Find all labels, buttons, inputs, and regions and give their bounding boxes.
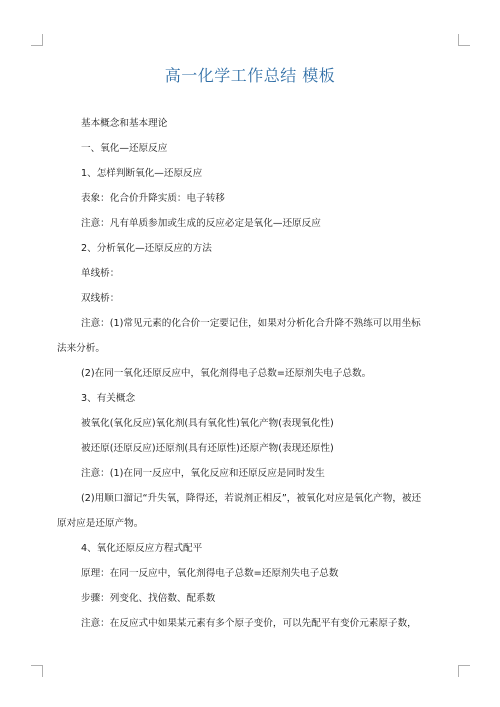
document-body: [57, 118, 449, 643]
paragraph: 步骤：列变化、找倍数、配系数: [81, 593, 216, 604]
paragraph-line: (2)用顺口溜记“升失氧，降得还，若说剂正相反”，被氧化对应是氧化产物，被还: [81, 493, 422, 504]
paragraph: 双线桥：: [81, 293, 120, 304]
crop-mark-bottom-right: [458, 665, 470, 677]
crop-mark-top-left: [31, 34, 43, 46]
crop-mark-bottom-left: [31, 665, 43, 677]
paragraph: [33, 318, 449, 355]
paragraph: [33, 493, 449, 530]
paragraph: 4、氧化还原反应方程式配平: [81, 543, 203, 554]
paragraph: (2)在同一氧化还原反应中，氧化剂得电子总数=还原剂失电子总数。: [81, 368, 372, 379]
paragraph-line: 法来分析。: [57, 343, 105, 354]
paragraph-line: 注意：(1)常见元素的化合价一定要记住，如果对分析化合升降不熟练可以用坐标: [81, 318, 421, 329]
paragraph: 注意：在反应式中如果某元素有多个原子变价，可以先配平有变价元素原子数，: [81, 618, 417, 629]
paragraph: 注意：(1)在同一反应中，氧化反应和还原反应是同时发生: [81, 468, 325, 479]
paragraph: 一、氧化—还原反应: [81, 143, 168, 154]
paragraph: 注意：凡有单质参加或生成的反应必定是氧化—还原反应: [81, 218, 321, 229]
paragraph: 被还原(还原反应)还原剂(具有还原性)还原产物(表现还原性): [81, 443, 334, 454]
paragraph: 1、怎样判断氧化—还原反应: [81, 168, 203, 179]
document-title: 高一化学工作总结 模板: [164, 66, 336, 85]
paragraph: 3、有关概念: [81, 393, 136, 404]
paragraph: 基本概念和基本理论: [81, 118, 168, 129]
crop-mark-top-right: [458, 34, 470, 46]
paragraph-line: 原对应是还原产物。: [57, 518, 144, 529]
paragraph: 单线桥：: [81, 268, 120, 279]
paragraph: 被氧化(氧化反应)氧化剂(具有氧化性)氧化产物(表现氧化性): [81, 418, 334, 429]
paragraph: 2、分析氧化—还原反应的方法: [81, 243, 212, 254]
paragraph: 原理：在同一反应中，氧化剂得电子总数=还原剂失电子总数: [81, 568, 339, 579]
paragraph: 表象：化合价升降实质：电子转移: [81, 193, 225, 204]
